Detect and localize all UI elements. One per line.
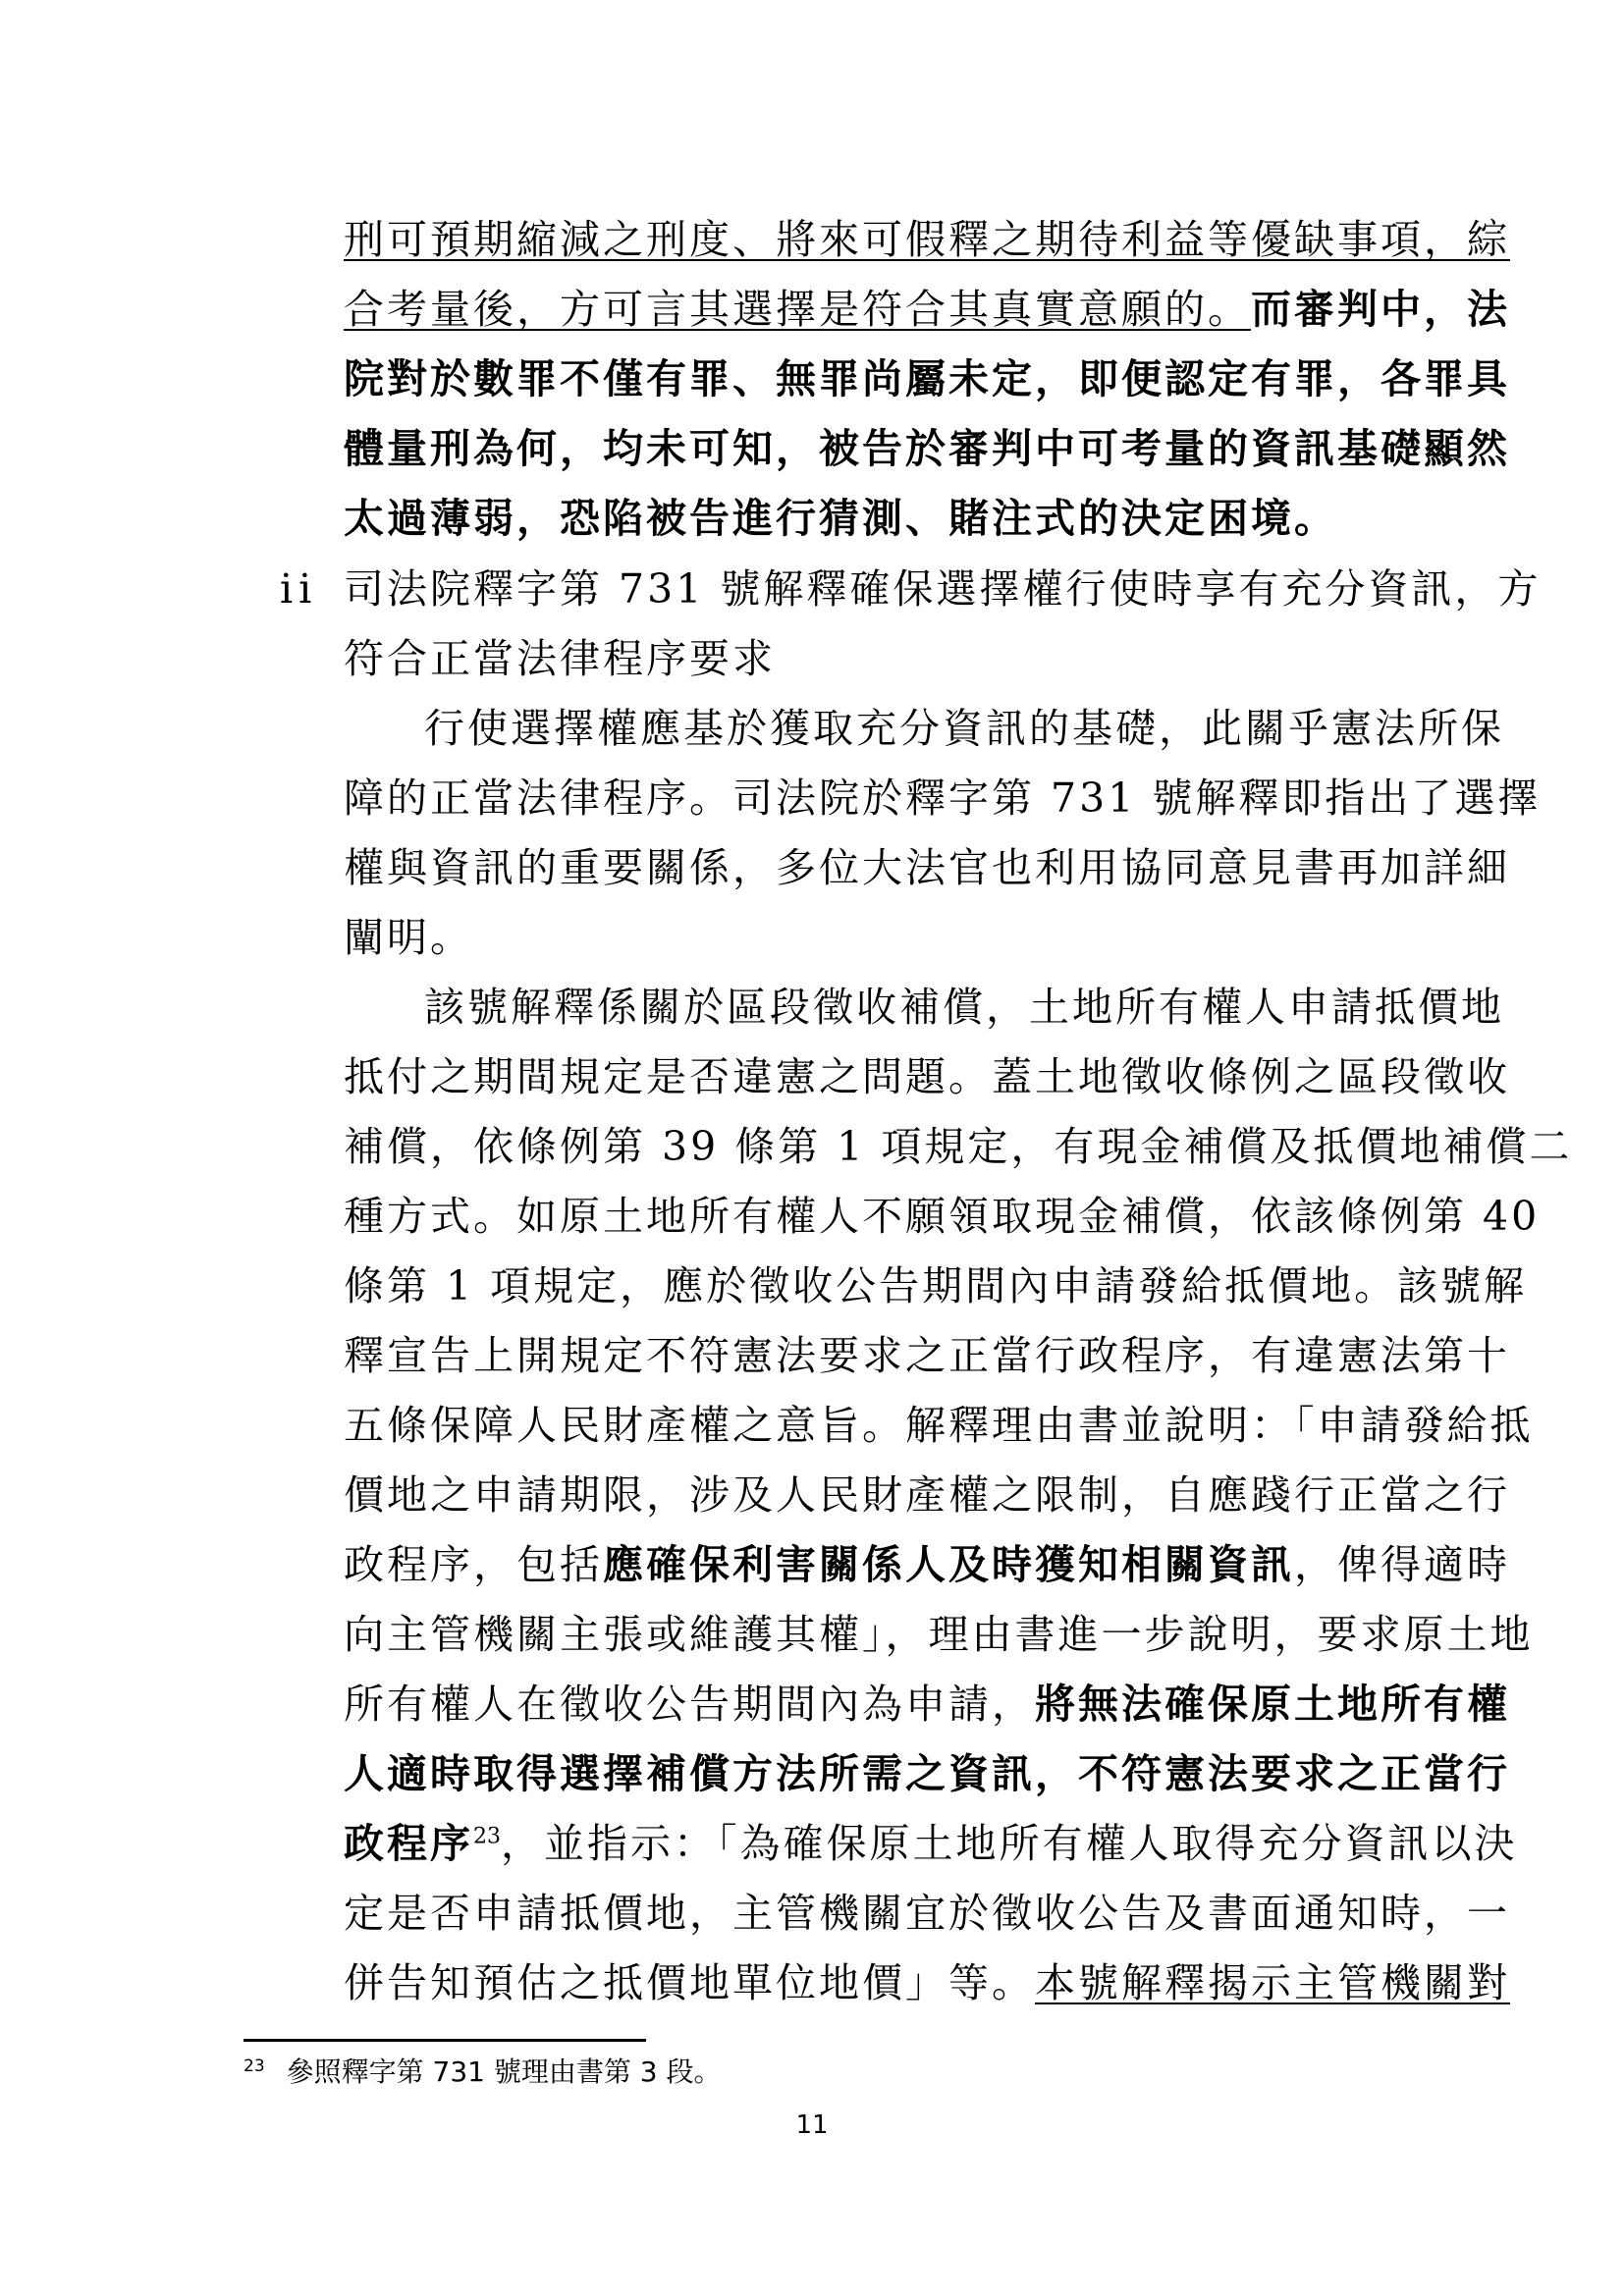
- heading-line-1: 司法院釋字第 731 號解釋確保選擇權行使時享有充分資訊，方: [344, 565, 1542, 613]
- paragraph-3-line-11: [344, 1682, 1510, 1726]
- paragraph-3-line-3: 補償，依條例第 39 條第 1 項規定，有現金補償及抵價地補償二: [344, 1123, 1573, 1170]
- paragraph-3-line-10: 向主管機關主張或維護其權」，理由書進一步說明，要求原土地: [344, 1611, 1534, 1658]
- page-number: 11: [795, 2110, 829, 2140]
- paragraph-3-line-7: 五條保障人民財產權之意旨。解釋理由書並說明：「申請發給抵: [344, 1402, 1534, 1449]
- footnote: [244, 2056, 722, 2089]
- plain-text: 併告知預估之抵價地單位地價」等。: [344, 1959, 1035, 2006]
- paragraph-3-line-8: 價地之申請期限，涉及人民財產權之限制，自應踐行正當之行: [344, 1471, 1510, 1519]
- footnote-text: 參照釋字第 731 號理由書第 3 段。: [286, 2056, 722, 2088]
- bold-text: 將無法確保原土地所有權: [1035, 1681, 1510, 1728]
- footnote-reference[interactable]: 23: [473, 1824, 501, 1849]
- footnote-mark: 23: [244, 2056, 265, 2076]
- paragraph-3-line-12: 人適時取得選擇補償方法所需之資訊，不符憲法要求之正當行: [344, 1750, 1510, 1797]
- plain-text: ，並指示：「為確保原土地所有權人取得充分資訊以決: [501, 1820, 1518, 1867]
- paragraph-top-line-3: 院對於數罪不僅有罪、無罪尚屬未定，即便認定有罪，各罪具: [344, 355, 1510, 402]
- plain-text: ，俾得適時: [1294, 1541, 1510, 1588]
- bold-text: 應確保利害關係人及時獲知相關資訊: [603, 1541, 1294, 1588]
- bold-text: 而審判中，法: [1251, 286, 1510, 333]
- bold-text: 政程序: [344, 1820, 473, 1867]
- paragraph-3-line-1: 該號解釋係關於區段徵收補償，土地所有權人申請抵價地: [424, 984, 1504, 1031]
- paragraph-3-line-6: 釋宣告上開規定不符憲法要求之正當行政程序，有違憲法第十: [344, 1332, 1510, 1379]
- paragraph-2-line-1: 行使選擇權應基於獲取充分資訊的基礎，此關乎憲法所保: [424, 705, 1504, 752]
- paragraph-top-line-2: [344, 288, 1510, 331]
- plain-text: 所有權人在徵收公告期間內為申請，: [344, 1681, 1035, 1728]
- paragraph-3-line-14: 定是否申請抵價地，主管機關宜於徵收公告及書面通知時，一: [344, 1890, 1510, 1937]
- underlined-text: 合考量後，方可言其選擇是符合其真實意願的。: [344, 286, 1251, 333]
- paragraph-2-line-4: 闡明。: [344, 914, 473, 961]
- paragraph-2-line-2: 障的正當法律程序。司法院於釋字第 731 號解釋即指出了選擇: [344, 774, 1542, 822]
- paragraph-2-line-3: 權與資訊的重要關係，多位大法官也利用協同意見書再加詳細: [344, 844, 1510, 891]
- heading-number: ii: [280, 565, 318, 613]
- paragraph-3-line-4: 種方式。如原土地所有權人不願領取現金補償，依該條例第 40: [344, 1193, 1541, 1240]
- footnote-separator: [244, 2039, 646, 2042]
- paragraph-top-line-5: 太過薄弱，恐陷被告進行猜測、賭注式的決定困境。: [344, 495, 1337, 542]
- paragraph-top-line-4: 體量刑為何，均未可知，被告於審判中可考量的資訊基礎顯然: [344, 425, 1510, 472]
- paragraph-3-line-2: 抵付之期間規定是否違憲之問題。蓋土地徵收條例之區段徵收: [344, 1053, 1510, 1100]
- paragraph-top-line-1: 刑可預期縮減之刑度、將來可假釋之期待利益等優缺事項，綜: [344, 216, 1510, 263]
- paragraph-3-line-15: [344, 1961, 1510, 2004]
- paragraph-3-line-13: [344, 1822, 1518, 1865]
- paragraph-3-line-5: 條第 1 項規定，應於徵收公告期間內申請發給抵價地。該號解: [344, 1262, 1528, 1309]
- plain-text: 政程序，包括: [344, 1541, 603, 1588]
- paragraph-3-line-9: [344, 1543, 1510, 1586]
- heading-line-2: 符合正當法律程序要求: [344, 635, 776, 682]
- underlined-text: 本號解釋揭示主管機關對: [1035, 1959, 1510, 2006]
